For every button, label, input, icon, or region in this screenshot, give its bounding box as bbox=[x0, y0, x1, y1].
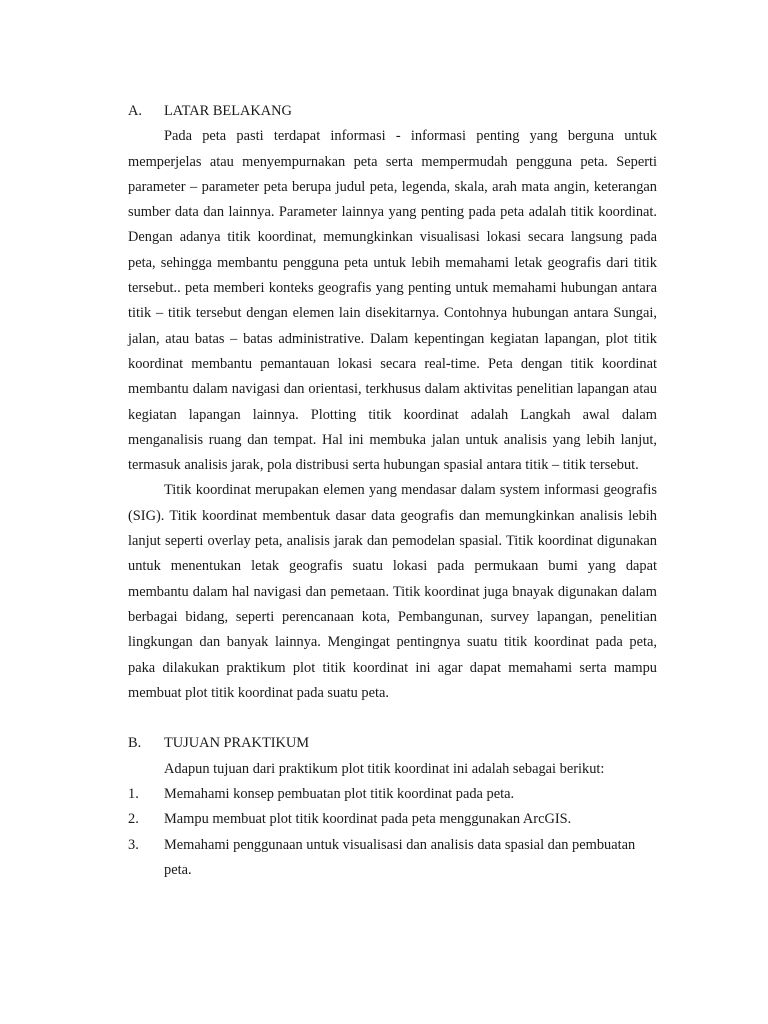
document-page bbox=[128, 99, 657, 883]
section-spacer bbox=[128, 706, 657, 731]
list-item bbox=[128, 833, 657, 884]
list-item-number: 1. bbox=[128, 786, 139, 803]
section-a-number: A. bbox=[128, 103, 142, 119]
section-a-paragraph-2: Titik koordinat merupakan elemen yang mendasar dalam system informasi geografis (SIG). Titik koordinat membentuk dasar data geografis dan memungkinkan analisis lebih lanjut seperti overlay peta, analisis jarak dan pemodelan spasial. Titik koordinat digunakan untuk menentukan letak geografis suatu lokasi pada permukaan bumi yang dapat membantu dalam hal navigasi dan pemetaan. Titik koordinat juga bnayak digunakan dalam berbagai bidang, seperti perencanaan kota, Pembangunan, survey lapangan, penelitian lingkungan dan banyak lainnya. Mengingat pentingnya suatu titik koordinat pada peta, paka dilakukan praktikum plot titik koordinat ini agar dapat memahami serta mampu membuat plot titik koordinat pada suatu peta. bbox=[128, 482, 657, 701]
list-item-text: Memahami penggunaan untuk visualisasi dan analisis data spasial dan pembuatan peta. bbox=[164, 836, 636, 878]
section-a-paragraph-1: Pada peta pasti terdapat informasi - informasi penting yang berguna untuk memperjelas atau menyempurnakan peta serta mempermudah pengguna peta. Seperti parameter – parameter peta berupa judul peta, legenda, skala, arah mata angin, keterangan sumber data dan lainnya. Parameter lainnya yang penting pada peta adalah titik koordinat. Dengan adanya titik koordinat, memungkinkan visualisasi lokasi secara langsung pada peta, sehingga membantu pengguna peta untuk lebih memahami letak geografis dari titik tersebut.. peta memberi konteks geografis yang penting untuk memahami hubungan antara titik – titik tersebut dengan elemen lain disekitarnya. Contohnya hubungan antara Sungai, jalan, atau batas – batas administrative. Dalam kepentingan kegiatan lapangan, plot titik koordinat membantu pemantauan lokasi secara real-time. Peta dengan titik koordinat membantu dalam navigasi dan orientasi, terkhusus dalam aktivitas penelitian lapangan atau kegiatan lapangan lainnya. Plotting titik koordinat adalah Langkah awal dalam menganalisis ruang dan tempat. Hal ini membuka jalan untuk analisis yang lebih lanjut, termasuk analisis jarak, pola distribusi serta hubungan spasial antara titik – titik tersebut. bbox=[128, 128, 657, 474]
list-item-number: 2. bbox=[128, 811, 139, 828]
goals-list bbox=[128, 782, 657, 883]
list-item-text: Mampu membuat plot titik koordinat pada peta menggunakan ArcGIS. bbox=[164, 811, 572, 828]
section-a-heading bbox=[128, 99, 657, 124]
section-b-intro: Adapun tujuan dari praktikum plot titik koordinat ini adalah sebagai berikut: bbox=[164, 760, 605, 777]
list-item bbox=[128, 782, 657, 807]
section-b-number: B. bbox=[128, 735, 142, 752]
list-item-number: 3. bbox=[128, 836, 139, 853]
list-item bbox=[128, 807, 657, 832]
section-b-heading bbox=[128, 731, 657, 756]
section-b-title: TUJUAN PRAKTIKUM bbox=[164, 735, 310, 752]
section-a-title: LATAR BELAKANG bbox=[164, 103, 292, 119]
list-item-text: Memahami konsep pembuatan plot titik koordinat pada peta. bbox=[164, 786, 515, 803]
